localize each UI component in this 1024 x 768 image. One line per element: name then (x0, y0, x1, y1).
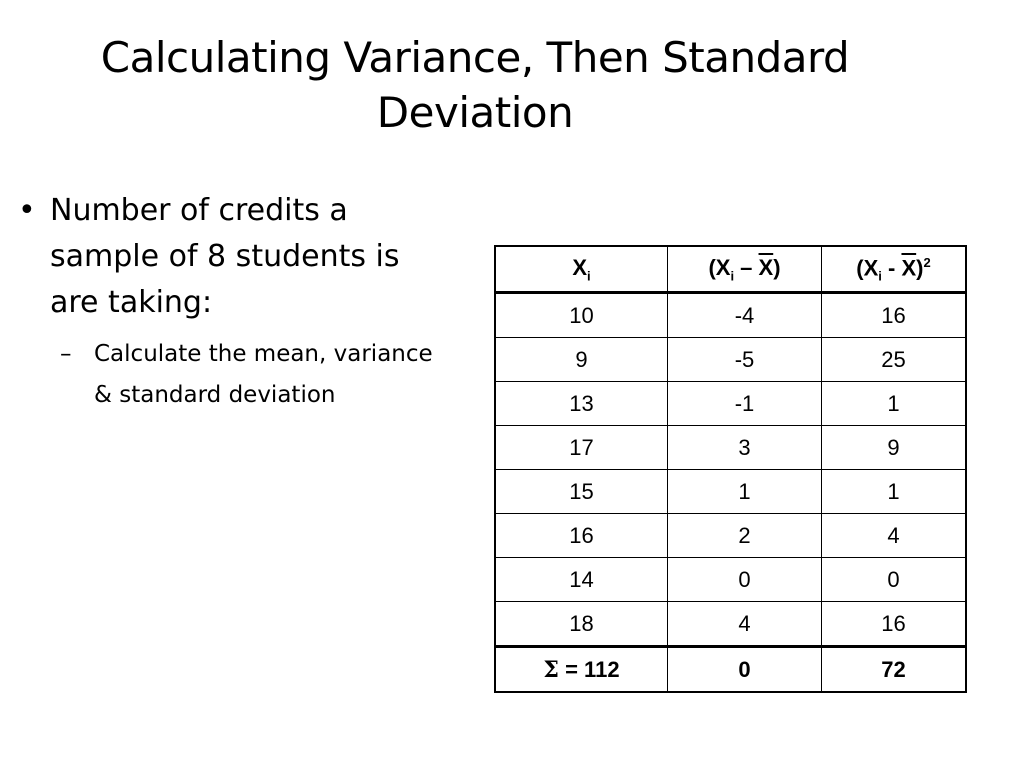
sub-bullet-text: Calculate the mean, variance & standard deviation (94, 341, 433, 408)
cell-squared: 16 (822, 602, 967, 647)
cell-xi: 16 (495, 514, 668, 558)
cell-deviation: -1 (668, 382, 822, 426)
cell-deviation: -4 (668, 293, 822, 338)
cell-squared: 1 (822, 382, 967, 426)
header-xi: $X_i$ (495, 246, 668, 293)
table-totals-row (495, 647, 966, 693)
cell-xi: 10 (495, 293, 668, 338)
cell-squared: 16 (822, 293, 967, 338)
bullet-list (10, 188, 450, 416)
header-squared-deviation: $(X_i - \overline{X})^2$ (822, 246, 967, 293)
table-row (495, 293, 966, 338)
table-header-row (495, 246, 966, 293)
cell-xi: 14 (495, 558, 668, 602)
cell-deviation: 1 (668, 470, 822, 514)
table-row (495, 602, 966, 647)
cell-deviation: 2 (668, 514, 822, 558)
sub-bullet-item (10, 334, 450, 416)
variance-table (494, 245, 967, 693)
cell-xi: 15 (495, 470, 668, 514)
cell-squared: 4 (822, 514, 967, 558)
cell-xi: 13 (495, 382, 668, 426)
header-deviation: $(X_i - \overline{X})$ (668, 246, 822, 293)
table-row (495, 514, 966, 558)
cell-xi: 17 (495, 426, 668, 470)
sigma-icon: Σ (543, 656, 559, 683)
cell-deviation: 4 (668, 602, 822, 647)
total-squared: 72 (822, 647, 967, 693)
table-row (495, 382, 966, 426)
cell-deviation: 0 (668, 558, 822, 602)
table-row (495, 558, 966, 602)
bullet-item (10, 188, 450, 326)
total-xi: Σ = 112 (495, 647, 668, 693)
bullet-dot-icon: • (18, 193, 36, 228)
cell-xi: 9 (495, 338, 668, 382)
table-row (495, 470, 966, 514)
total-deviation: 0 (668, 647, 822, 693)
cell-squared: 25 (822, 338, 967, 382)
cell-squared: 0 (822, 558, 967, 602)
cell-squared: 1 (822, 470, 967, 514)
cell-xi: 18 (495, 602, 668, 647)
cell-deviation: 3 (668, 426, 822, 470)
cell-deviation: -5 (668, 338, 822, 382)
cell-squared: 9 (822, 426, 967, 470)
bullet-text: Number of credits a sample of 8 students is are taking: (50, 193, 400, 320)
table-row (495, 338, 966, 382)
slide-title: Calculating Variance, Then Standard Deviation (100, 33, 850, 137)
table-row (495, 426, 966, 470)
dash-bullet-icon: – (60, 341, 72, 367)
